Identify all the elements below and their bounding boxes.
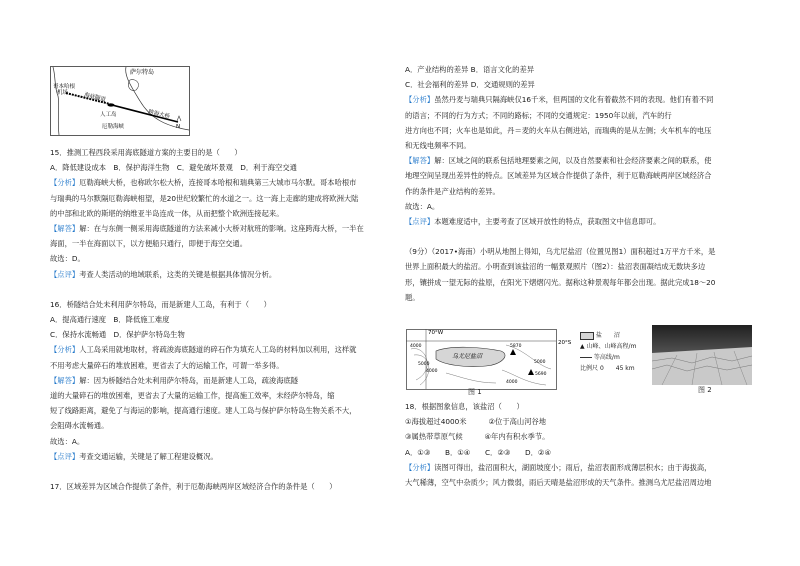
analysis-tag: 【分析】 bbox=[405, 95, 435, 105]
uyuni-map-svg bbox=[406, 325, 574, 397]
q17-analysis bbox=[405, 92, 757, 107]
q16-options-ab: A．提高通行速度 B．降低施工难度 bbox=[50, 315, 170, 325]
spacer bbox=[405, 229, 757, 244]
kastrup-line-1: 哥本哈根 bbox=[53, 84, 76, 90]
q18-analysis-line-2: 大气稀薄，空气中杂质少；风力微弱，雨后天晴是盐沼形成的天气条件。推测乌尤尼盐沼周边地 bbox=[405, 478, 712, 488]
elev-label: 4000 bbox=[426, 369, 438, 374]
elev-label: 4000 bbox=[410, 344, 422, 349]
elev-label: 5690 bbox=[535, 372, 547, 377]
q17-answer bbox=[405, 153, 757, 168]
figure-1-caption: 图 1 bbox=[468, 388, 482, 396]
q16-answer bbox=[50, 373, 384, 388]
q16-analysis-line: 人工岛采用就地取材，将疏浚海底隧道的碎石作为填充人工岛的材料加以利用，这样就 bbox=[79, 345, 357, 355]
q16-analysis bbox=[50, 342, 384, 357]
q16-choose: 故选：A。 bbox=[50, 436, 85, 446]
q15-analysis-line: 厄勒海峡大桥，也称欧尔松大桥，连接哥本哈根和瑞典第三大城市马尔默。哥本哈根市 bbox=[79, 178, 357, 188]
q16-comment-text: 考查交通运输，关键是了解工程建设概况。 bbox=[79, 451, 218, 461]
legend-salt-text: 盐 沼 bbox=[595, 332, 620, 339]
q15-stem: 15．推测工程西段采用海底隧道方案的主要目的是（ ） bbox=[50, 148, 242, 157]
island-label: 人工岛 bbox=[100, 112, 117, 118]
q15-analysis bbox=[50, 175, 384, 190]
top-spacer bbox=[405, 0, 757, 62]
q16-analysis-line-2: 不用考虑大量碎石的堆放困难，更省去了大的运输工作，可谓一举多得。 bbox=[50, 360, 284, 370]
kastrup-line-2: 机场 bbox=[57, 90, 69, 96]
q15-answer-line: 解：在与东侧一侧采用海底隧道的方法来减小大桥对航班的影响。这座跨海大桥，一半在 bbox=[79, 224, 364, 234]
salt-flat-photo-svg bbox=[652, 325, 752, 385]
intro-line-4: 题。 bbox=[405, 292, 420, 302]
q15-comment bbox=[50, 267, 384, 282]
map-legend bbox=[580, 330, 650, 374]
tunnel-label: 海底隧道 bbox=[83, 92, 107, 104]
comment-tag: 【点评】 bbox=[50, 451, 80, 461]
right-column bbox=[405, 0, 757, 490]
q17-options-cd: C．社会福利的差异 D．交通规则的差异 bbox=[405, 80, 535, 90]
legend-scale-label: 比例尺 bbox=[580, 365, 599, 372]
q18-statements-2: ③属热带草原气候 ④年内有积水季节。 bbox=[405, 432, 550, 442]
q16-answer-line-4: 会阻碍水流畅通。 bbox=[50, 421, 109, 431]
figure-spacer bbox=[50, 0, 384, 145]
elev-label: 5000 bbox=[534, 360, 546, 365]
q15-answer bbox=[50, 221, 384, 236]
q15-answer-line-2: 海面，一半在海面以下，以方便船只通行，即便于海空交通。 bbox=[50, 239, 248, 249]
salt-flat-photo bbox=[652, 325, 752, 394]
q17-options-ab: A．产业结构的差异 B．语言文化的差异 bbox=[405, 65, 535, 74]
analysis-tag: 【分析】 bbox=[405, 462, 435, 472]
q16-stem: 16．桥隧结合处未利用萨尔特岛，而是新建人工岛，有利于（ ） bbox=[50, 299, 271, 309]
answer-tag: 【解答】 bbox=[50, 375, 80, 385]
q17-analysis-line-2: 的语言；不同的行为方式；不同的路标；不同的交通规定：1950年以前，汽车的行 bbox=[405, 110, 672, 120]
q16-answer-line-3: 短了线路距离，避免了与海运的影响，提高通行速度。建人工岛与保护萨尔特岛生物关系不大， bbox=[50, 406, 357, 416]
comment-tag: 【点评】 bbox=[50, 269, 80, 279]
q15-comment-text: 考查人类活动的地域联系，这类的关键是根据具体情况分析。 bbox=[79, 269, 277, 279]
q16-options-cd: C．保持水流畅通 D．保护萨尔特岛生物 bbox=[50, 330, 185, 340]
legend-peak-row bbox=[580, 341, 650, 352]
answer-tag: 【解答】 bbox=[50, 224, 80, 234]
analysis-tag: 【分析】 bbox=[50, 178, 80, 188]
q17-choose: 故选：A。 bbox=[405, 201, 440, 211]
q17-analysis-line-3: 进方向也不同；火车也是如此，丹＝麦的火车从右侧进站，而瑞典的是从左侧；火车机车的电压 bbox=[405, 125, 712, 135]
answer-tag: 【解答】 bbox=[405, 156, 435, 166]
q18-statements-1: ①海拔超过4000米 ②位于高山河谷地 bbox=[405, 417, 547, 427]
contour-swatch-icon bbox=[580, 357, 592, 358]
q18-analysis bbox=[405, 460, 757, 475]
spacer bbox=[50, 464, 384, 479]
uyuni-map-figure bbox=[406, 325, 574, 397]
q18-options: A．①③ B．①④ C．②③ D．②④ bbox=[405, 447, 552, 457]
q16-answer-line: 解：因为桥隧结合处未利用萨尔特岛，而是新建人工岛，疏浚海底隧 bbox=[79, 375, 299, 385]
strait-label: 厄勒海峡 bbox=[102, 124, 125, 130]
q15-analysis-line-3: 的中部和北欧的斯堪的纳维亚半岛连成一体，从而把整个欧洲连接起来。 bbox=[50, 208, 284, 218]
q15-choose: 故选：D。 bbox=[50, 254, 85, 264]
legend-scale-text: 0 45 km bbox=[599, 365, 635, 372]
intro-line-2: 世界上面积最大的盐沼。小明查到该盐沼的一幅景观照片（图2）：盐沼表面凝结成无数块多边 bbox=[405, 262, 706, 272]
legend-salt-row bbox=[580, 330, 650, 341]
legend-scale-row bbox=[580, 363, 650, 374]
peak-legend-icon: ▲ bbox=[580, 343, 585, 350]
comment-tag: 【点评】 bbox=[405, 217, 435, 227]
analysis-tag: 【分析】 bbox=[50, 345, 80, 355]
elev-label: 5870 bbox=[510, 344, 522, 349]
north-label: N bbox=[176, 124, 181, 130]
figure-2-caption: 图 2 bbox=[698, 386, 712, 394]
salt-swatch-icon bbox=[580, 332, 594, 340]
lon-label: 70°W bbox=[428, 330, 444, 336]
elev-label: 5000 bbox=[418, 362, 430, 367]
q17-analysis-line-4: 和无线电频率不同。 bbox=[405, 141, 471, 151]
spacer bbox=[50, 282, 384, 297]
legend-contour-text: 等高线/m bbox=[593, 354, 620, 361]
legend-contour-row bbox=[580, 352, 650, 363]
q18-analysis-line: 读图可得出，盐沼面积大，湖面坡度小；雨后，盐沼表面形成薄层积水；由于海拔高， bbox=[434, 462, 712, 472]
saltholm-label: 萨尔特岛 bbox=[130, 69, 155, 76]
legend-peak-text: 山峰、山峰高程/m bbox=[586, 343, 637, 350]
q15-analysis-line-2: 与瑞典的马尔默隔厄勒海峡相望，是20世纪较繁忙的水道之一。这一海上走廊的建成将欧洲大陆 bbox=[50, 193, 359, 203]
bridge-label: 跨海大桥 bbox=[147, 109, 171, 121]
elev-label: 4000 bbox=[506, 380, 518, 385]
q16-answer-line-2: 道的大量碎石的堆放困难，更省去了大量的运输工作，提高施工效率，未经萨尔特岛，缩 bbox=[50, 391, 335, 401]
intro-line-1: （9分）（2017•海南）小明从地图上得知，乌尤尼盐沼（位置见图1）面积超过1万平方千米，是 bbox=[405, 247, 716, 257]
q15-options: A．降低建设成本 B．保护海洋生物 C．避免破坏景观 D．利于海空交通 bbox=[50, 163, 297, 173]
q17-answer-line-3: 作的条件是产业结构的差异。 bbox=[405, 186, 500, 196]
q16-comment bbox=[50, 449, 384, 464]
q17-comment bbox=[405, 214, 757, 229]
q17-analysis-line: 虽然丹麦与瑞典只隔海峡仅16千米，但两国的文化有着截然不同的表现。他们有着不同 bbox=[434, 95, 714, 105]
salt-flat-name: 乌尤尼盐沼 bbox=[452, 353, 483, 360]
q17-answer-line: 解：区域之间的联系包括地理要素之间，以及自然要素和社会经济要素之间的联系，使 bbox=[434, 156, 712, 166]
q17-answer-line-2: 地理空间呈现出差异性的特点。区域差异为区域合作提供了条件，利于厄勒海峡两岸区域经济合 bbox=[405, 171, 712, 181]
left-column bbox=[50, 0, 384, 494]
q17-stem: 17．区域差异为区域合作提供了条件，利于厄勒海峡两岸区域经济合作的条件是（ ） bbox=[50, 482, 337, 492]
q17-comment-text: 本题难度适中，主要考查了区域开放性的特点，获取图文中信息即可。 bbox=[434, 217, 661, 227]
intro-line-3: 形，镶拼成一望无际的盐原，在阳光下熠熠闪光。据称这种景观每年都会出现。据此完成18～20 bbox=[405, 277, 716, 287]
q18-stem: 18．根据图象信息，该盐沼（ ） bbox=[405, 402, 524, 412]
lat-label: 20°S bbox=[558, 340, 572, 346]
